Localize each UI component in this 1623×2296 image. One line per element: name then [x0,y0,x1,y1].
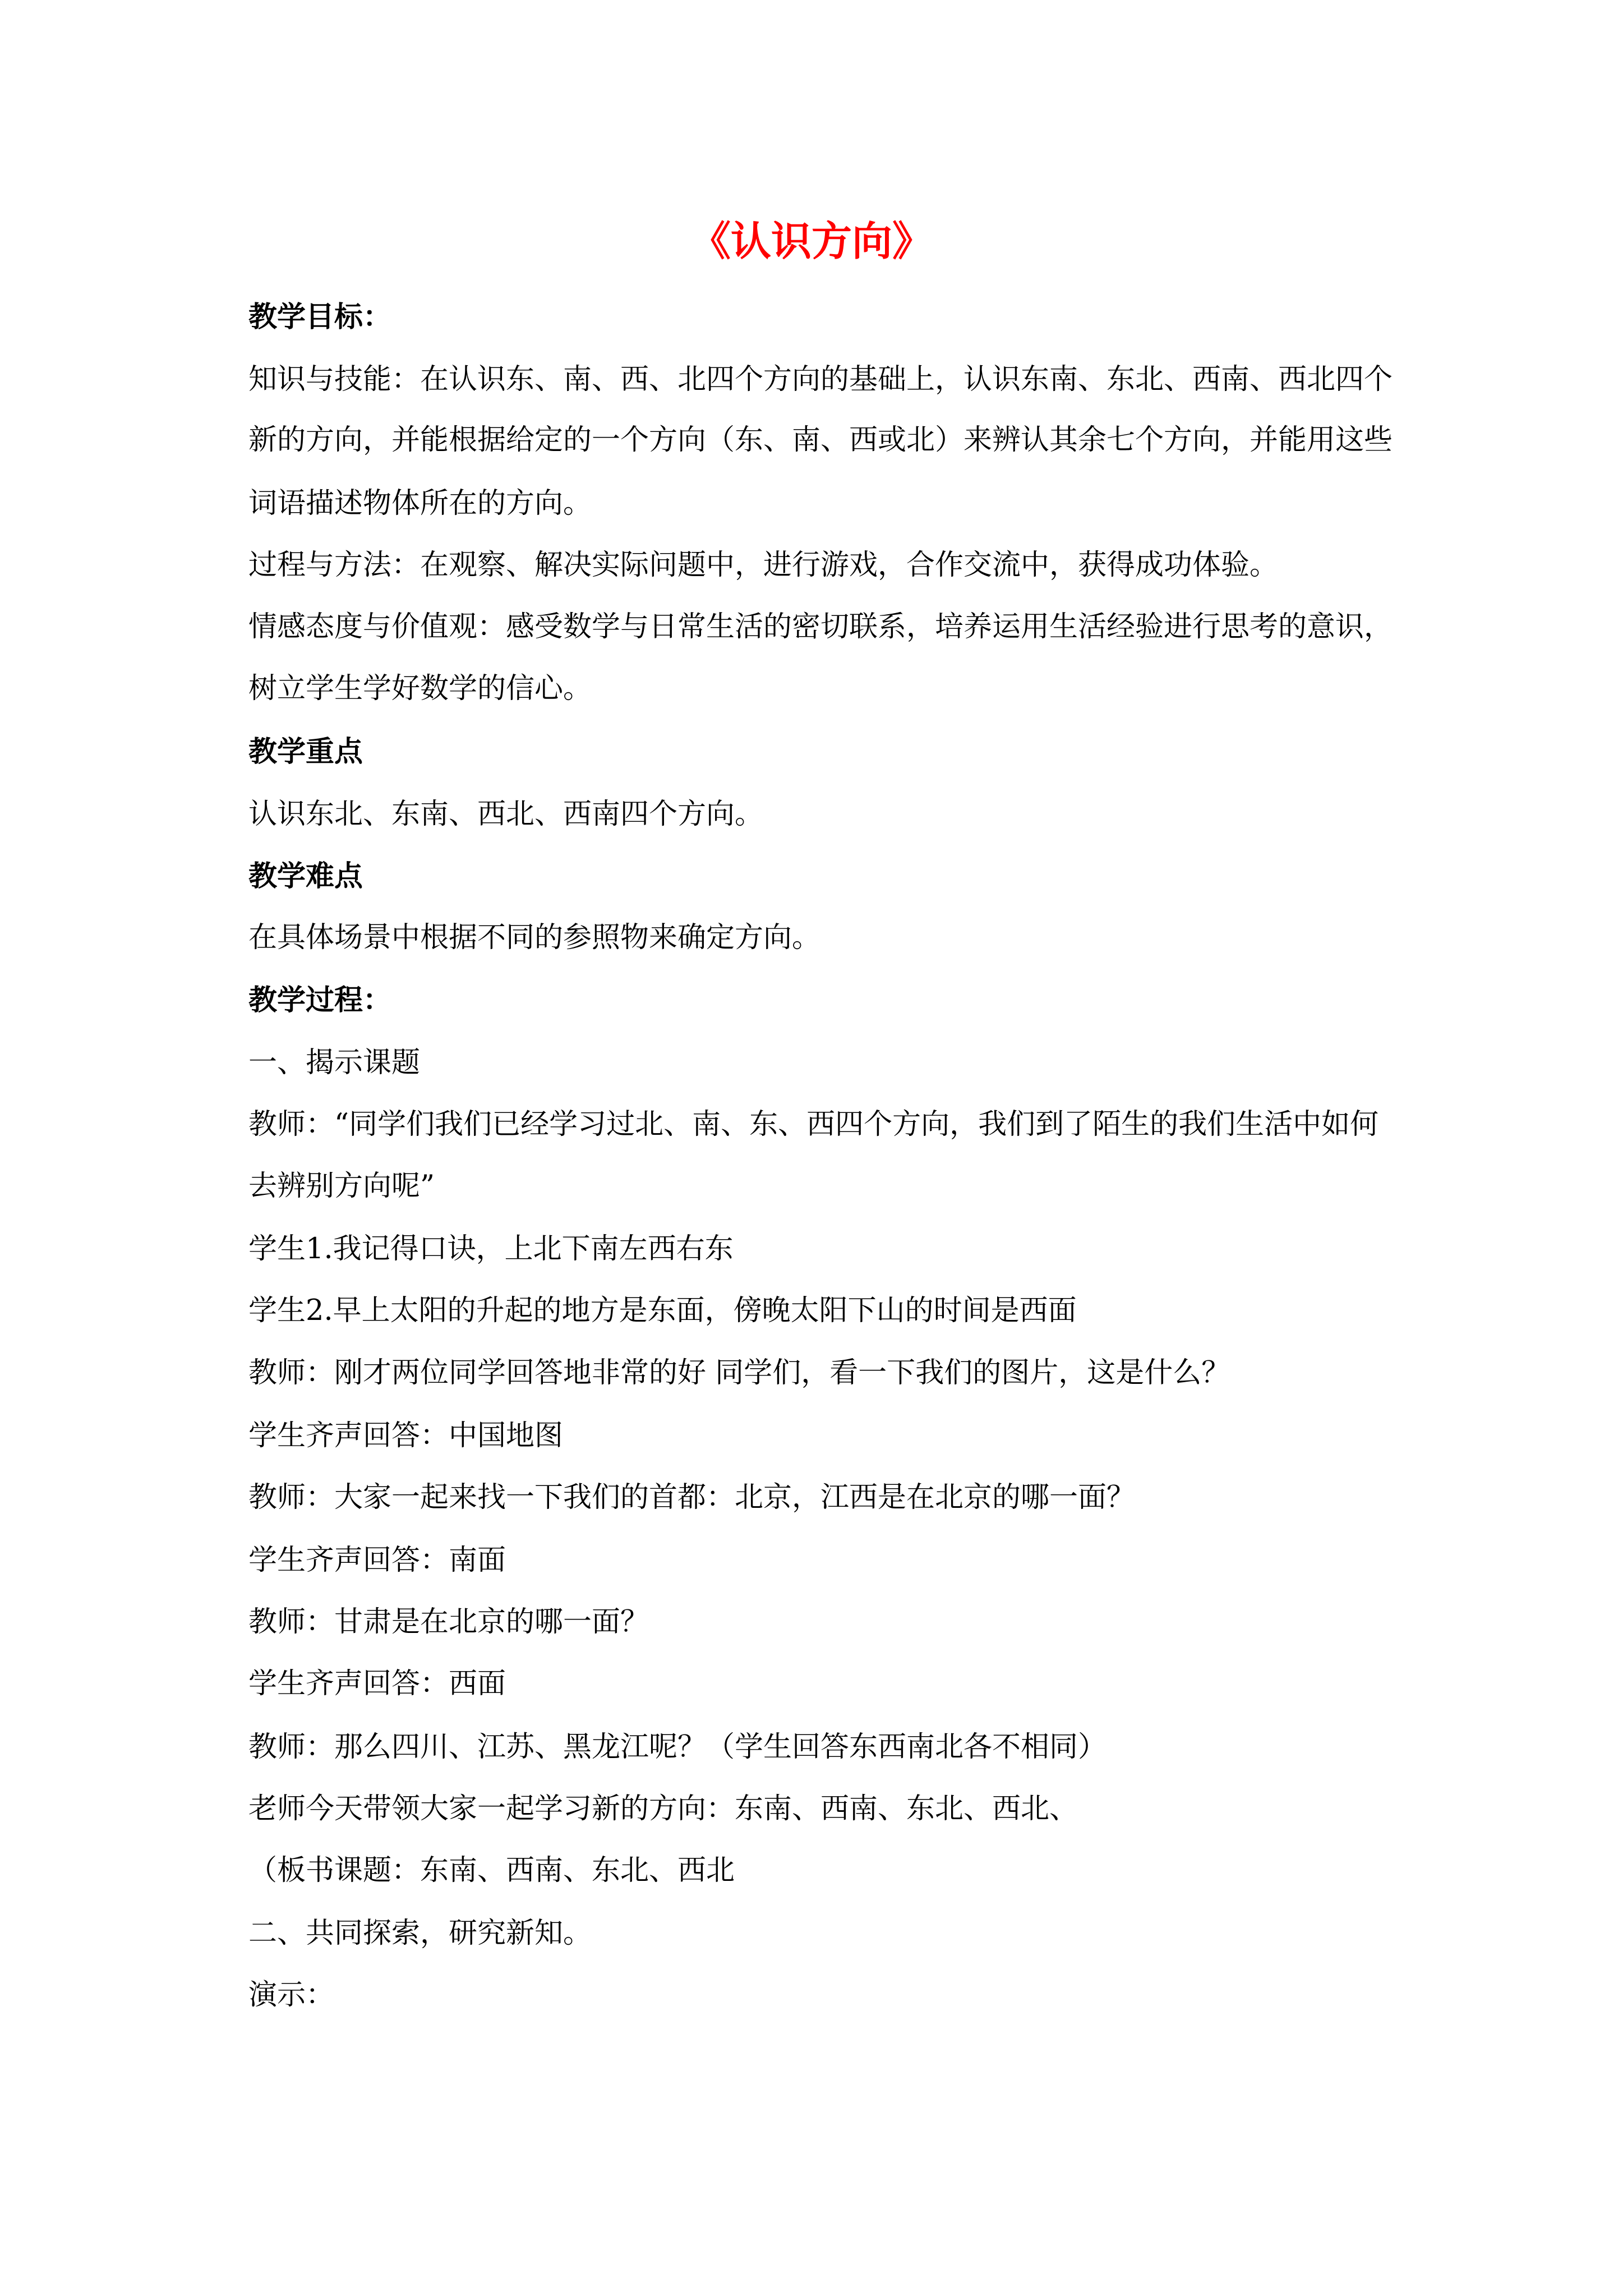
paragraph-line: 认识东北、东南、西北、西南四个方向。 [248,798,764,831]
section-heading: 一、揭示课题 [248,1046,421,1079]
document-title: 《认识方向》 [690,217,933,265]
paragraph-line: 在具体场景中根据不同的参照物来确定方向。 [248,921,821,954]
paragraph-line: 学生齐声回答：中国地图 [248,1419,564,1452]
paragraph-line: 教师：“同学们我们已经学习过北、南、东、西四个方向，我们到了陌生的我们生活中如何 [248,1108,1379,1141]
paragraph-line: （板书课题：东南、西南、东北、西北 [248,1854,735,1887]
paragraph-line: 学生齐声回答：西面 [248,1667,506,1700]
paragraph-line: 情感态度与价值观：感受数学与日常生活的密切联系，培养运用生活经验进行思考的意识， [248,610,1393,643]
heading-teaching-process: 教学过程： [248,983,392,1017]
heading-difficulties: 教学难点 [248,859,363,893]
paragraph-line: 教师：大家一起来找一下我们的首都：北京，江西是在北京的哪一面？ [248,1481,1136,1514]
heading-key-points: 教学重点 [248,735,363,769]
heading-teaching-goals: 教学目标： [248,300,392,334]
paragraph-line: 词语描述物体所在的方向。 [248,487,592,520]
paragraph-line: 去辨别方向呢” [248,1170,435,1203]
paragraph-line: 新的方向，并能根据给定的一个方向（东、南、西或北）来辨认其余七个方向，并能用这些 [248,424,1393,457]
paragraph-line: 学生2.早上太阳的升起的地方是东面，傍晚太阳下山的时间是西面 [248,1294,1077,1327]
paragraph-line: 教师：那么四川、江苏、黑龙江呢？（学生回答东西南北各不相同） [248,1731,1107,1764]
paragraph-line: 老师今天带领大家一起学习新的方向：东南、西南、东北、西北、 [248,1792,1078,1825]
paragraph-line: 教师：甘肃是在北京的哪一面？ [248,1605,649,1639]
paragraph-line: 学生1.我记得口诀，上北下南左西右东 [248,1232,734,1266]
paragraph-line: 过程与方法：在观察、解决实际问题中，进行游戏，合作交流中，获得成功体验。 [248,549,1279,582]
section-heading: 二、共同探索，研究新知。 [248,1917,592,1950]
paragraph-line: 树立学生学好数学的信心。 [248,672,592,705]
paragraph-line: 演示： [248,1978,335,2012]
paragraph-line: 学生齐声回答：南面 [248,1544,506,1577]
paragraph-line: 教师：刚才两位同学回答地非常的好 同学们，看一下我们的图片，这是什么？ [248,1356,1230,1389]
paragraph-line: 知识与技能：在认识东、南、西、北四个方向的基础上，认识东南、东北、西南、西北四个 [248,363,1393,396]
